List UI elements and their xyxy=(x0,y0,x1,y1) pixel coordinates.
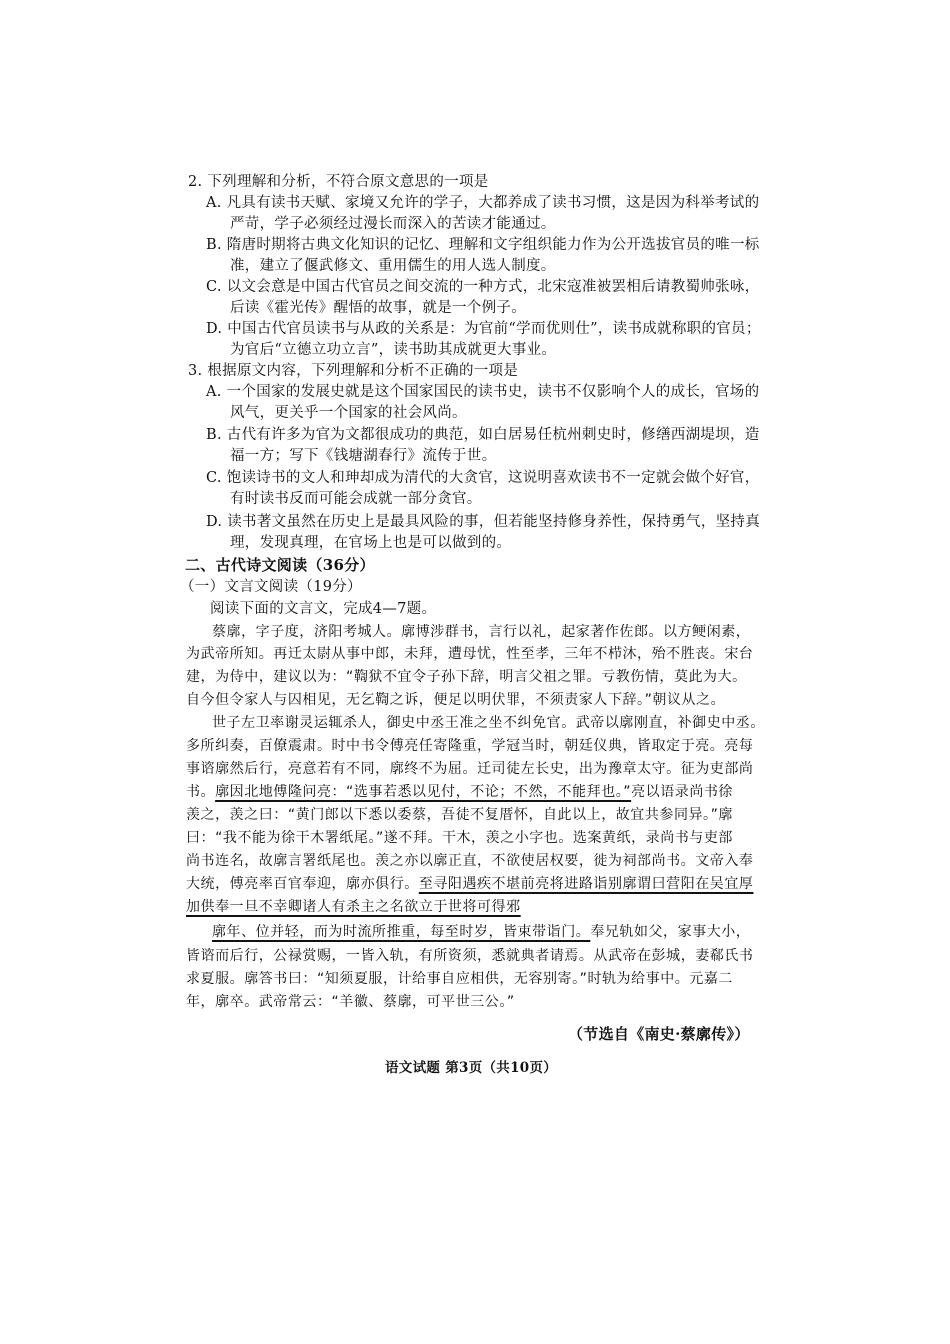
passage-line xyxy=(186,874,753,894)
reading-instruction: 阅读下面的文言文，完成4—7题。 xyxy=(210,601,437,617)
q2-option-c-line2: 后读《霍光传》醒悟的故事，就是一个例子。 xyxy=(230,300,526,316)
q3-option-b-line2: 福一方；写下《钱塘湖春行》流传于世。 xyxy=(230,448,497,464)
q2-option-a-line1: A. 凡具有读书天赋、家境又允许的学子，大都养成了读书习惯，这是因为科举考试的 xyxy=(206,195,760,211)
q2-option-d-line2: 为官后“立德立功立言”，读书助其成就更大事业。 xyxy=(230,342,557,358)
subsection-title: （一）文言文阅读（19分） xyxy=(180,579,362,595)
page-footer: 语文试题 第3页（共10页） xyxy=(385,1060,558,1076)
passage-line: 世子左卫率谢灵运辄杀人，御史中丞王准之坐不纠免官。武帝以廓刚直，补御史中丞。 xyxy=(212,715,765,731)
q2-option-b-line2: 准，建立了偃武修文、重用儒生的用人选人制度。 xyxy=(230,258,556,274)
passage-line xyxy=(186,782,733,802)
underlined-sentence: 至寻阳遇疾不堪前亮将进路诣别廓谓曰营阳在吴宜厚 xyxy=(418,876,754,892)
q2-option-a-line2: 严苛，学子必须经过漫长而深入的苦读才能通过。 xyxy=(230,216,556,232)
question-2-stem: 2. 下列理解和分析，不符合原文意思的一项是 xyxy=(188,174,489,190)
underlined-sentence: 加供奉一旦不幸卿诸人有杀主之名欲立于世将可得邪 xyxy=(186,899,521,915)
passage-text: 大统，傅亮率百官奉迎，廓亦俱行。 xyxy=(186,876,419,892)
q3-option-b-line1: B. 古代有许多为官为文都很成功的典范，如白居易任杭州刺史时，修缮西湖堤坝，造 xyxy=(206,427,760,443)
q3-option-c-line1: C. 饱读诗书的文人和珅却成为清代的大贪官，这说明喜欢读书不一定就会做个好官， xyxy=(206,470,760,486)
passage-line: 皆谘而后行，公禄赏赐，一皆入轨，有所资须，悉就典者请焉。从武帝在彭城，妻郗氏书 xyxy=(186,948,754,964)
question-3-stem: 3. 根据原文内容，下列理解和分析不正确的一项是 xyxy=(188,363,519,379)
q2-option-b-line1: B. 隋唐时期将古典文化知识的记忆、理解和文字组织能力作为公开选拔官员的唯一标 xyxy=(206,237,760,253)
section-title: 二、古代诗文阅读（36分） xyxy=(185,556,375,574)
passage-line: 求夏服。廓答书曰：“知须夏服，计给事自应相供，无容别寄。”时轨为给事中。元嘉二 xyxy=(186,971,733,987)
underlined-sentence: 廓因北地傅隆问亮：“选事若悉以见付，不论；不然，不能拜也。” xyxy=(215,784,632,800)
passage-line: 年，廓卒。武帝常云：“羊徽、蔡廓，可平世三公。” xyxy=(186,994,515,1010)
q3-option-a-line2: 风气，更关乎一个国家的社会风尚。 xyxy=(230,405,467,421)
passage-text: 亮以语录尚书徐 xyxy=(631,784,733,800)
passage-line: 事谘廓然后行，亮意若有不同，廓终不为屈。迁司徒左长史，出为豫章太守。征为吏部尚 xyxy=(186,761,754,777)
passage-line: 为武帝所知。再迁太尉从事中郎，未拜，遭母忧，性至孝，三年不栉沐，殆不胜丧。宋台 xyxy=(186,646,754,662)
underlined-sentence: 廓年、位并轻，而为时流所推重，每至时岁，皆束带诣门。 xyxy=(212,924,591,940)
passage-line: 羡之，羡之曰：“黄门郎以下悉以委蔡，吾徒不复厝怀，自此以上，故宜共参同异。”廓 xyxy=(186,807,733,823)
passage-line: 蔡廓，字子度，济阳考城人。廓博涉群书，言行以礼，起家著作佐郎。以方鲠闲素， xyxy=(212,624,751,640)
passage-text: 书。 xyxy=(186,784,216,800)
q3-option-d-line1: D. 读书著文虽然在历史上是最具风险的事，但若能坚持修身养性，保持勇气，坚持真 xyxy=(206,514,761,530)
q3-option-a-line1: A. 一个国家的发展史就是这个国家国民的读书史，读书不仅影响个人的成长，官场的 xyxy=(206,384,760,400)
passage-text: 奉兄轨如父，家事大小， xyxy=(590,924,751,940)
passage-line xyxy=(212,922,750,942)
q3-option-c-line2: 有时读书反而可能会成就一部分贪官。 xyxy=(230,491,482,507)
passage-line: 曰：“我不能为徐干木署纸尾。”遂不拜。干木，羡之小字也。选案黄纸，录尚书与吏部 xyxy=(186,830,733,846)
q2-option-c-line1: C. 以文会意是中国古代官员之间交流的一种方式，北宋寇准被罢相后请教蜀帅张咏， xyxy=(206,279,760,295)
q2-option-d-line1: D. 中国古代官员读书与从政的关系是：为官前“学而优则仕”，读书成就称职的官员； xyxy=(206,321,761,337)
source-citation: （节选自《南史·蔡廓传》） xyxy=(568,1025,750,1043)
passage-line: 自今但令家人与囚相见，无乞鞫之诉，便足以明伏罪，不须责家人下辞。”朝议从之。 xyxy=(186,692,726,708)
passage-line: 尚书连名，故廓言署纸尾也。羡之亦以廓正直，不欲使居权要，徙为祠部尚书。文帝入奉 xyxy=(186,853,754,869)
q3-option-d-line2: 理，发现真理，在官场上也是可以做到的。 xyxy=(230,535,512,551)
passage-line: 多所纠奏，百僚震肃。时中书令傅亮任寄隆重，学冠当时，朝廷仪典，皆取定于亮。亮每 xyxy=(186,738,754,754)
passage-line: 建，为侍中，建议以为：“鞫狱不宜令子孙下辞，明言父祖之罪。亏教伤情，莫此为大。 xyxy=(186,669,747,685)
